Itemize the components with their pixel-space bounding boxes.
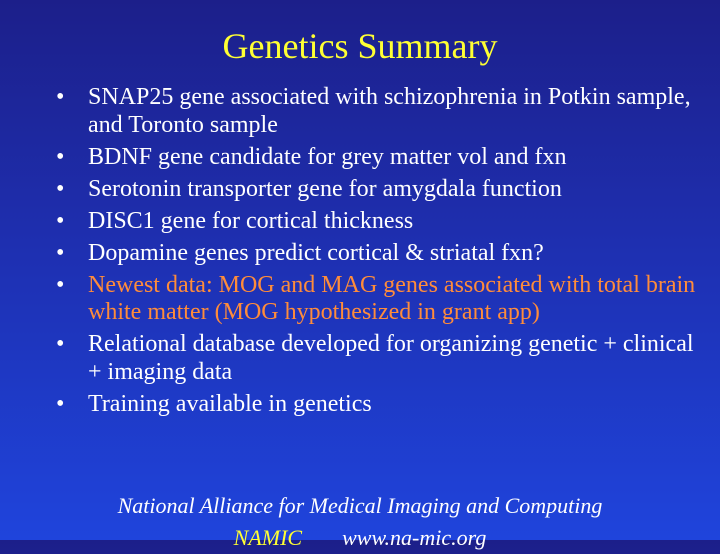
bullet-dot: • [56,143,65,170]
bullet-text: DISC1 gene for cortical thickness [88,207,414,234]
bullet-item [56,208,696,236]
bullet-dot: • [56,207,65,234]
bullet-item [56,391,696,419]
footer-organization: National Alliance for Medical Imaging and Computing [117,493,603,518]
footer-url: www.na-mic.org [342,525,487,550]
bullet-text: Newest data: MOG and MAG genes associated with total brain white matter (MOG hypothesized in grant app) [88,271,696,325]
footer-acronym: NAMIC [233,525,303,550]
bullet-item [56,240,696,268]
bullet-text: SNAP25 gene associated with schizophrenia in Potkin sample, and Toronto sample [88,84,691,138]
bullet-dot: • [56,390,65,417]
bullet-list [56,84,696,423]
bullet-item [56,84,696,139]
slide-footer [0,490,720,554]
footer-line2 [0,522,720,554]
bullet-text: BDNF gene candidate for grey matter vol and fxn [88,143,567,170]
bullet-item [56,176,696,204]
bullet-item [56,331,696,386]
bullet-item [56,144,696,172]
bullet-text: Serotonin transporter gene for amygdala function [88,175,562,202]
bullet-dot: • [56,239,65,266]
bullet-text: Training available in genetics [88,390,372,417]
bullet-dot: • [56,271,65,298]
bullet-dot: • [56,175,65,202]
bullet-text: Relational database developed for organizing genetic + clinical + imaging data [88,331,694,385]
bullet-dot: • [56,331,65,357]
bullet-text: Dopamine genes predict cortical & striatal fxn? [88,239,544,266]
bullet-item-highlight [56,272,696,327]
bullet-dot: • [56,84,65,110]
slide-title: Genetics Summary [222,26,498,66]
